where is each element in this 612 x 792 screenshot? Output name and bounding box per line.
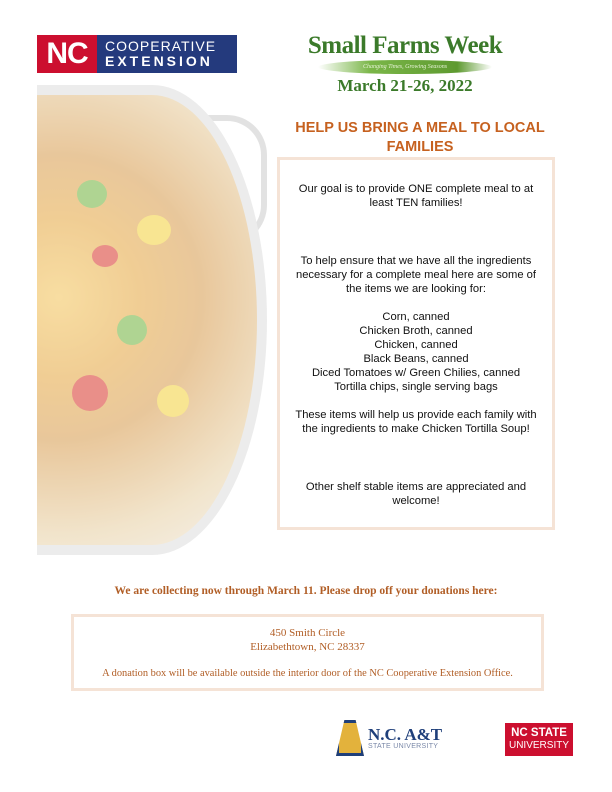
address-box: [71, 614, 544, 691]
page-heading: HELP US BRING A MEAL TO LOCAL FAMILIES: [295, 120, 545, 155]
event-tagline: Changing Times, Growing Seasons: [318, 60, 492, 74]
goal-text: Our goal is to provide ONE complete meal to at least TEN families!: [298, 183, 534, 209]
soup-pot-image: [37, 85, 277, 555]
intro-text: To help ensure that we have all the ingredients necessary for a complete meal here are some of the items we are looking for:: [295, 255, 537, 295]
logo-line1: COOPERATIVE: [105, 38, 217, 54]
info-box: [277, 157, 555, 530]
list-item: Chicken Broth, canned: [359, 325, 473, 337]
nc-logo-mark: NC: [37, 35, 97, 73]
purpose-text: These items will help us provide each family with the ingredients to make Chicken Tortilla Soup!: [295, 409, 537, 435]
address-line2: Elizabethtown, NC 28337: [250, 641, 365, 653]
ncstate-logo: [505, 723, 573, 756]
pepper-green: [77, 180, 107, 208]
pepper-green: [117, 315, 147, 345]
pepper-yellow: [157, 385, 189, 417]
ncstate-line1: NC STATE: [511, 727, 567, 739]
address-line1: 450 Smith Circle: [269, 627, 346, 639]
list-item: Corn, canned: [382, 311, 450, 323]
list-item: Tortilla chips, single serving bags: [334, 381, 498, 393]
event-title: Small Farms Week: [307, 32, 503, 59]
ncat-name: N.C. A&T: [368, 724, 443, 744]
small-farms-week-logo: [300, 32, 510, 96]
nc-cooperative-extension-logo: [37, 35, 237, 73]
logo-line2: EXTENSION: [105, 53, 213, 69]
collect-notice: We are collecting now through March 11. Please drop off your donations here:: [114, 585, 498, 597]
ncat-sub: STATE UNIVERSITY: [368, 742, 439, 750]
items-list: [290, 310, 542, 394]
ncat-logo: [336, 720, 442, 756]
pot-rim: [37, 85, 267, 555]
donation-note: A donation box will be available outside the interior door of the NC Cooperative Extension Office.: [102, 668, 513, 679]
pepper-red: [92, 245, 118, 267]
pepper-yellow: [137, 215, 171, 245]
list-item: Diced Tomatoes w/ Green Chilies, canned: [311, 367, 521, 379]
ncat-a-mark: [336, 720, 364, 756]
event-dates: March 21-26, 2022: [337, 76, 473, 95]
pepper-red: [72, 375, 108, 411]
list-item: Chicken, canned: [374, 339, 458, 351]
ncstate-line2: UNIVERSITY: [508, 740, 569, 751]
other-text: Other shelf stable items are appreciated and welcome!: [305, 481, 527, 507]
list-item: Black Beans, canned: [363, 353, 469, 365]
